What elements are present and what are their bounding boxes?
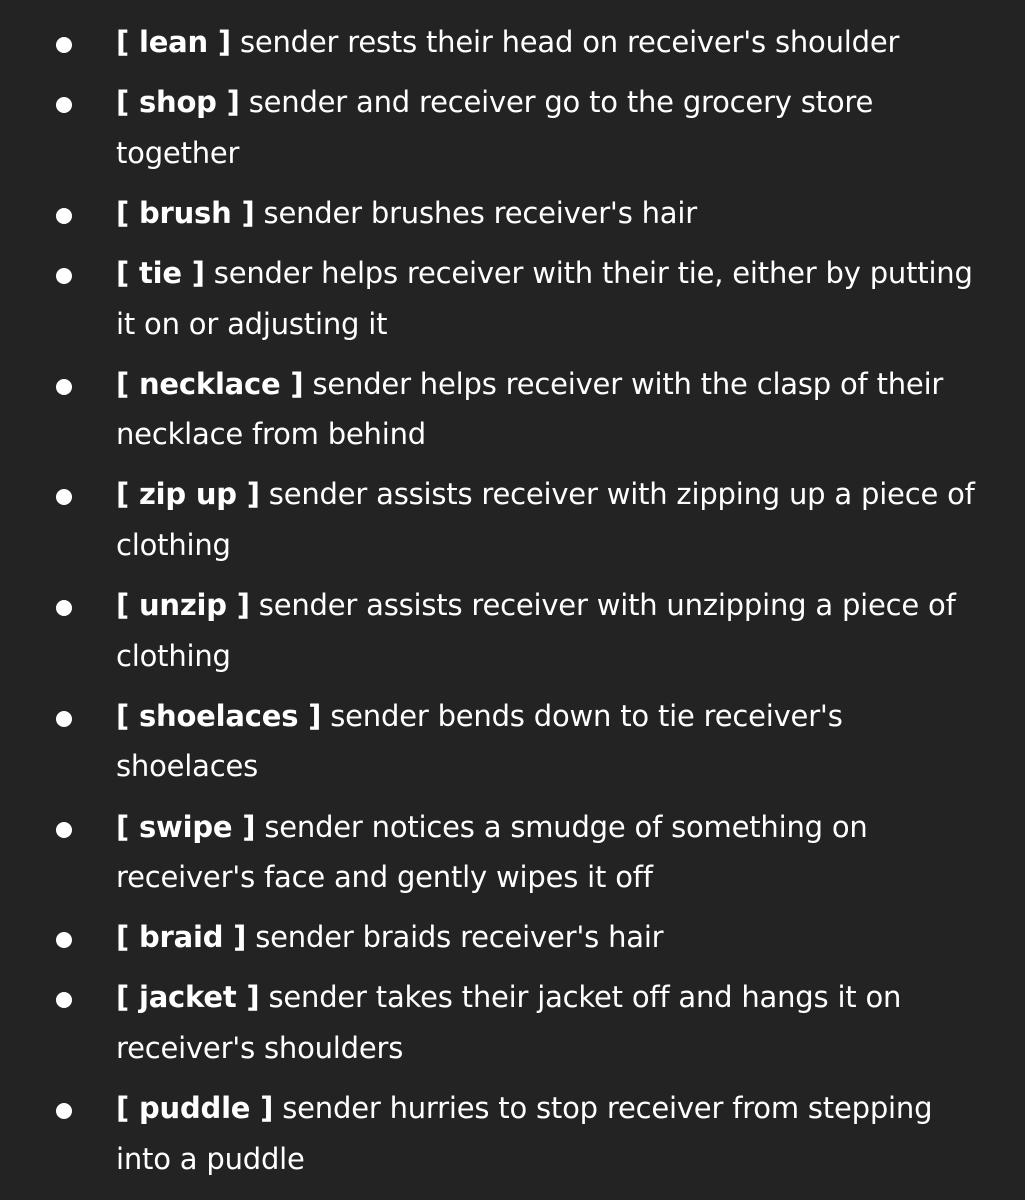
bullet-icon <box>56 711 72 727</box>
prompt-description: sender assists receiver with zipping up a piece of clothing <box>116 477 975 562</box>
list-item <box>0 77 1025 178</box>
prompt-keyword: [ swipe ] <box>116 809 256 844</box>
bullet-icon <box>56 208 72 224</box>
prompt-description: sender helps receiver with the clasp of their necklace from behind <box>116 366 944 452</box>
prompt-keyword: [ shop ] <box>116 85 240 120</box>
list-item <box>0 912 1025 963</box>
list-item <box>0 580 1025 681</box>
prompt-description: sender brushes receiver's hair <box>254 195 697 230</box>
prompt-description: sender bends down to tie receiver's shoelaces <box>116 698 843 784</box>
prompt-keyword: [ jacket ] <box>116 980 260 1015</box>
bullet-icon <box>56 97 72 113</box>
prompt-description: sender braids receiver's hair <box>246 920 664 955</box>
prompt-keyword: [ braid ] <box>116 920 247 955</box>
list-item <box>0 359 1025 460</box>
bullet-icon <box>56 822 72 838</box>
bullet-icon <box>56 268 72 284</box>
list-item <box>0 1083 1025 1184</box>
prompt-description: sender notices a smudge of something on receiver's face and gently wipes it off <box>116 809 868 894</box>
prompt-keyword: [ puddle ] <box>116 1091 274 1126</box>
prompt-description: sender helps receiver with their tie, either by putting it on or adjusting it <box>116 256 973 341</box>
bullet-icon <box>56 379 72 395</box>
list-item <box>0 469 1025 570</box>
prompt-description: sender assists receiver with unzipping a piece of clothing <box>116 588 956 673</box>
prompt-description: sender rests their head on receiver's shoulder <box>230 25 900 59</box>
prompt-keyword: [ necklace ] <box>116 366 304 401</box>
prompt-keyword: [ tie ] <box>116 256 205 291</box>
bullet-icon <box>56 37 72 53</box>
prompt-description: sender hurries to stop receiver from stepping into a puddle <box>116 1091 933 1176</box>
prompt-keyword: [ brush ] <box>116 195 255 230</box>
list-item <box>0 17 1025 68</box>
prompt-keyword: [ unzip ] <box>116 588 250 623</box>
list-item <box>0 248 1025 349</box>
bullet-icon <box>56 489 72 505</box>
prompt-keyword: [ shoelaces ] <box>116 698 322 733</box>
bullet-icon <box>56 600 72 616</box>
bullet-icon <box>56 1103 72 1119</box>
bullet-icon <box>56 932 72 948</box>
prompt-keyword: [ lean ] <box>116 25 231 59</box>
list-item <box>0 972 1025 1073</box>
prompt-keyword: [ zip up ] <box>116 477 260 512</box>
list-item <box>0 802 1025 903</box>
list-item <box>0 691 1025 792</box>
list-item <box>0 188 1025 239</box>
prompt-description: sender takes their jacket off and hangs it on receiver's shoulders <box>116 980 902 1065</box>
bullet-icon <box>56 992 72 1008</box>
prompt-description: sender and receiver go to the grocery store together <box>116 85 874 170</box>
